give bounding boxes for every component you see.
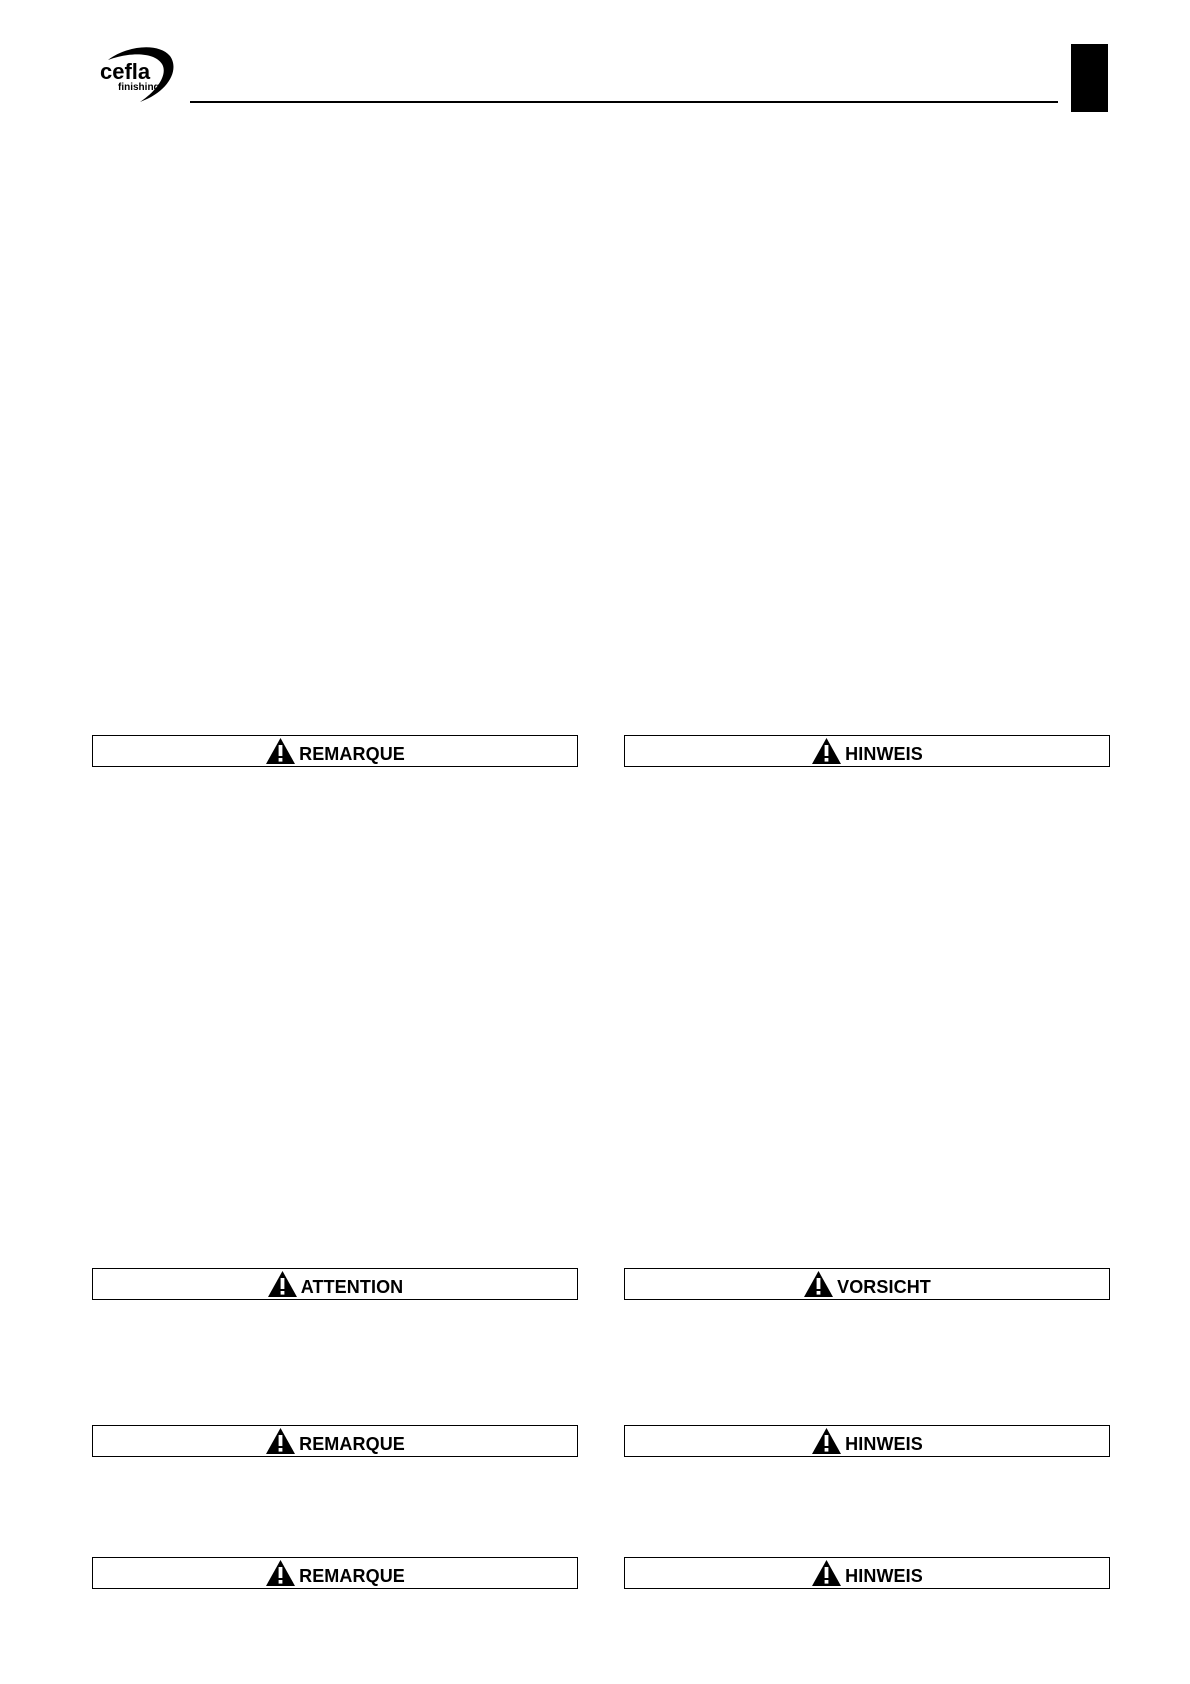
notice-remarque (92, 1425, 578, 1457)
warning-triangle-icon (267, 1270, 298, 1298)
notice-remarque (92, 735, 578, 767)
section-tab-marker (1071, 44, 1108, 112)
warning-triangle-icon (811, 1427, 842, 1455)
warning-triangle-icon (265, 1427, 296, 1455)
cefla-logo (96, 44, 176, 106)
notice-label: HINWEIS (845, 743, 923, 764)
notice-label: REMARQUE (299, 743, 405, 764)
notice-attention (92, 1268, 578, 1300)
warning-triangle-icon (265, 737, 296, 765)
notice-remarque (92, 1557, 578, 1589)
warning-triangle-icon (803, 1270, 834, 1298)
svg-text:cefla: cefla (100, 59, 151, 84)
notice-label: HINWEIS (845, 1565, 923, 1586)
notice-label: HINWEIS (845, 1433, 923, 1454)
notice-label: VORSICHT (837, 1276, 931, 1297)
notice-label: REMARQUE (299, 1433, 405, 1454)
notice-label: REMARQUE (299, 1565, 405, 1586)
header-rule (190, 101, 1058, 103)
notice-vorsicht (624, 1268, 1110, 1300)
cefla-logo-mark (96, 44, 176, 106)
notice-hinweis (624, 1557, 1110, 1589)
notice-label: ATTENTION (300, 1276, 404, 1297)
notice-hinweis (624, 735, 1110, 767)
svg-text:finishing: finishing (118, 82, 160, 93)
warning-triangle-icon (265, 1559, 296, 1587)
notice-hinweis (624, 1425, 1110, 1457)
warning-triangle-icon (811, 1559, 842, 1587)
warning-triangle-icon (811, 737, 842, 765)
